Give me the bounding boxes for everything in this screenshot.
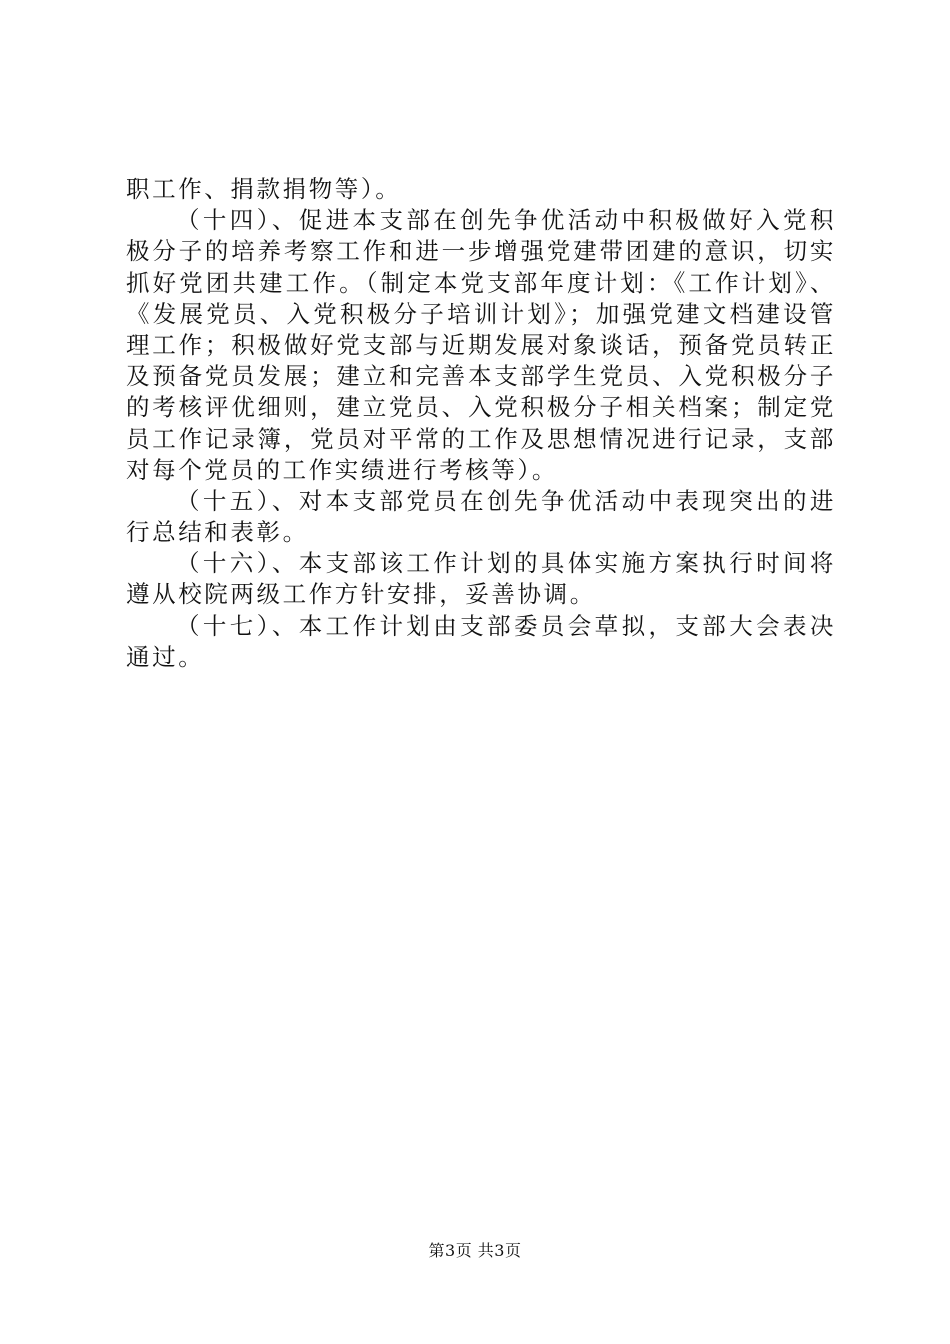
text-line: 《发展党员、入党积极分子培训计划》；加强党建文档建设管	[126, 299, 836, 328]
page-footer	[0, 1241, 950, 1261]
text-line: 职工作、捐款捐物等）。	[126, 175, 402, 203]
text-line: 行总结和表彰。	[126, 518, 309, 547]
text-line: 抓好党团共建工作。（制定本党支部年度计划：《工作计划》、	[126, 268, 836, 297]
text-line: （十七）、本工作计划由支部委员会草拟，支部大会表决	[176, 611, 836, 640]
text-line: 及预备党员发展；建立和完善本支部学生党员、入党积极分子	[126, 362, 836, 391]
text-line: 理工作；积极做好党支部与近期发展对象谈话，预备党员转正	[126, 330, 836, 359]
text-line: （十四）、促进本支部在创先争优活动中积极做好入党积	[176, 206, 836, 235]
text-line: 的考核评优细则，建立党员、入党积极分子相关档案；制定党	[126, 393, 836, 422]
text-line: 通过。	[126, 642, 205, 671]
text-line: 员工作记录簿，党员对平常的工作及思想情况进行记录，支部	[126, 424, 836, 453]
text-line: （十五）、对本支部党员在创先争优活动中表现突出的进	[176, 486, 836, 515]
text-line: 极分子的培养考察工作和进一步增强党建带团建的意识，切实	[126, 237, 836, 266]
document-body	[126, 174, 836, 673]
text-line: 对每个党员的工作实绩进行考核等）。	[126, 455, 558, 484]
text-line: 遵从校院两级工作方针安排，妥善协调。	[126, 580, 596, 609]
text-line: （十六）、本支部该工作计划的具体实施方案执行时间将	[176, 549, 836, 578]
page-number-label: 第3页 共3页	[428, 1241, 522, 1260]
